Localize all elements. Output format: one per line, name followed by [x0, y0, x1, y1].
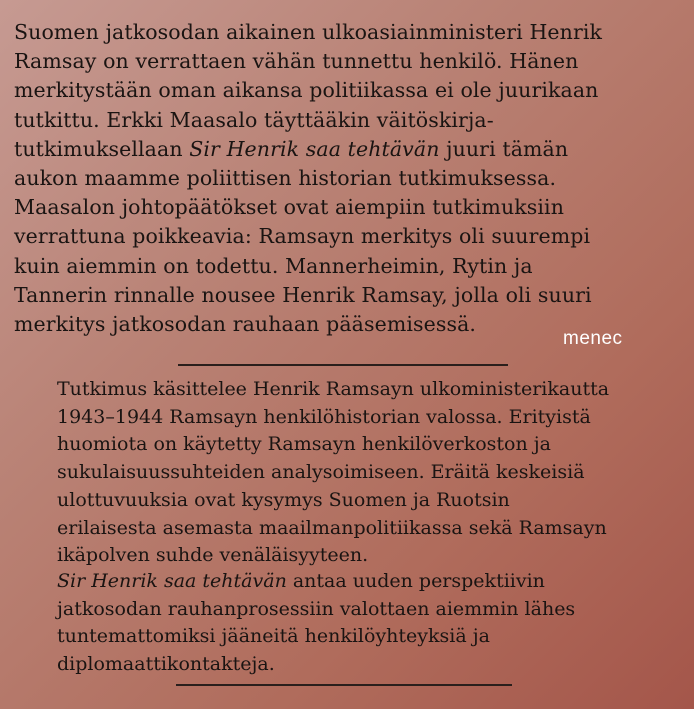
text-line: Suomen jatkosodan aikainen ulkoasiainministeri Henrik — [14, 20, 603, 44]
text-line: merkitystään oman aikansa politiikassa ei ole juurikaan — [14, 78, 599, 103]
text-line: diplomaattikontakteja. — [57, 653, 275, 676]
text-line: Tutkimus käsittelee Henrik Ramsayn ulkoministerikautta — [57, 378, 610, 400]
text-line: jatkosodan rauhanprosessiin valottaen aiemmin lähes — [57, 597, 576, 620]
text-segment: tutkimuksellaan — [14, 136, 190, 161]
text-line: aukon maamme poliittisen historian tutkimuksessa. — [14, 166, 557, 191]
book-title-italic: Sir Henrik saa tehtävän — [189, 136, 440, 161]
text-line: erilaisesta asemasta maailmanpolitiikassa sekä Ramsayn — [57, 516, 607, 539]
text-line: merkitys jatkosodan rauhaan pääsemisessä. — [14, 312, 477, 337]
text-line: huomiota on käytetty Ramsayn henkilöverkoston ja — [57, 433, 551, 456]
text-line: tutkittu. Erkki Maasalo täyttääkin väitöskirja- — [14, 107, 494, 132]
watermark-text: menec — [563, 328, 623, 349]
text-line — [14, 135, 684, 164]
text-line: sukulaisuussuhteiden analysoimiseen. Eräitä keskeisiä — [57, 461, 585, 484]
book-title-italic: Sir Henrik saa tehtävän — [57, 570, 287, 592]
text-segment: antaa uuden perspektiivin — [286, 570, 545, 592]
divider-rule — [178, 364, 508, 366]
text-line: kuin aiemmin on todettu. Mannerheimin, Rytin ja — [14, 253, 533, 278]
text-line: Ramsay on verrattaen vähän tunnettu henkilö. Hänen — [14, 49, 579, 74]
text-line: verrattuna poikkeavia: Ramsayn merkitys oli suurempi — [14, 224, 591, 249]
text-line: ulottuvuuksia ovat kysymys Suomen ja Ruotsin — [57, 488, 510, 511]
text-line: Maasalon johtopäätökset ovat aiempiin tutkimuksiin — [14, 195, 565, 220]
intro-paragraph — [14, 18, 684, 339]
text-line: ikäpolven suhde venäläisyyteen. — [57, 544, 369, 567]
text-line — [57, 568, 677, 596]
text-line: 1943–1944 Ramsayn henkilöhistorian valossa. Erityistä — [57, 405, 591, 428]
text-segment: juuri tämän — [439, 136, 569, 161]
divider-rule — [176, 684, 512, 686]
text-line: tuntemattomiksi jääneitä henkilöyhteyksiä ja — [57, 625, 490, 648]
closing-paragraph — [57, 568, 677, 679]
study-paragraph — [57, 376, 677, 570]
text-line: Tannerin rinnalle nousee Henrik Ramsay, jolla oli suuri — [14, 282, 592, 307]
